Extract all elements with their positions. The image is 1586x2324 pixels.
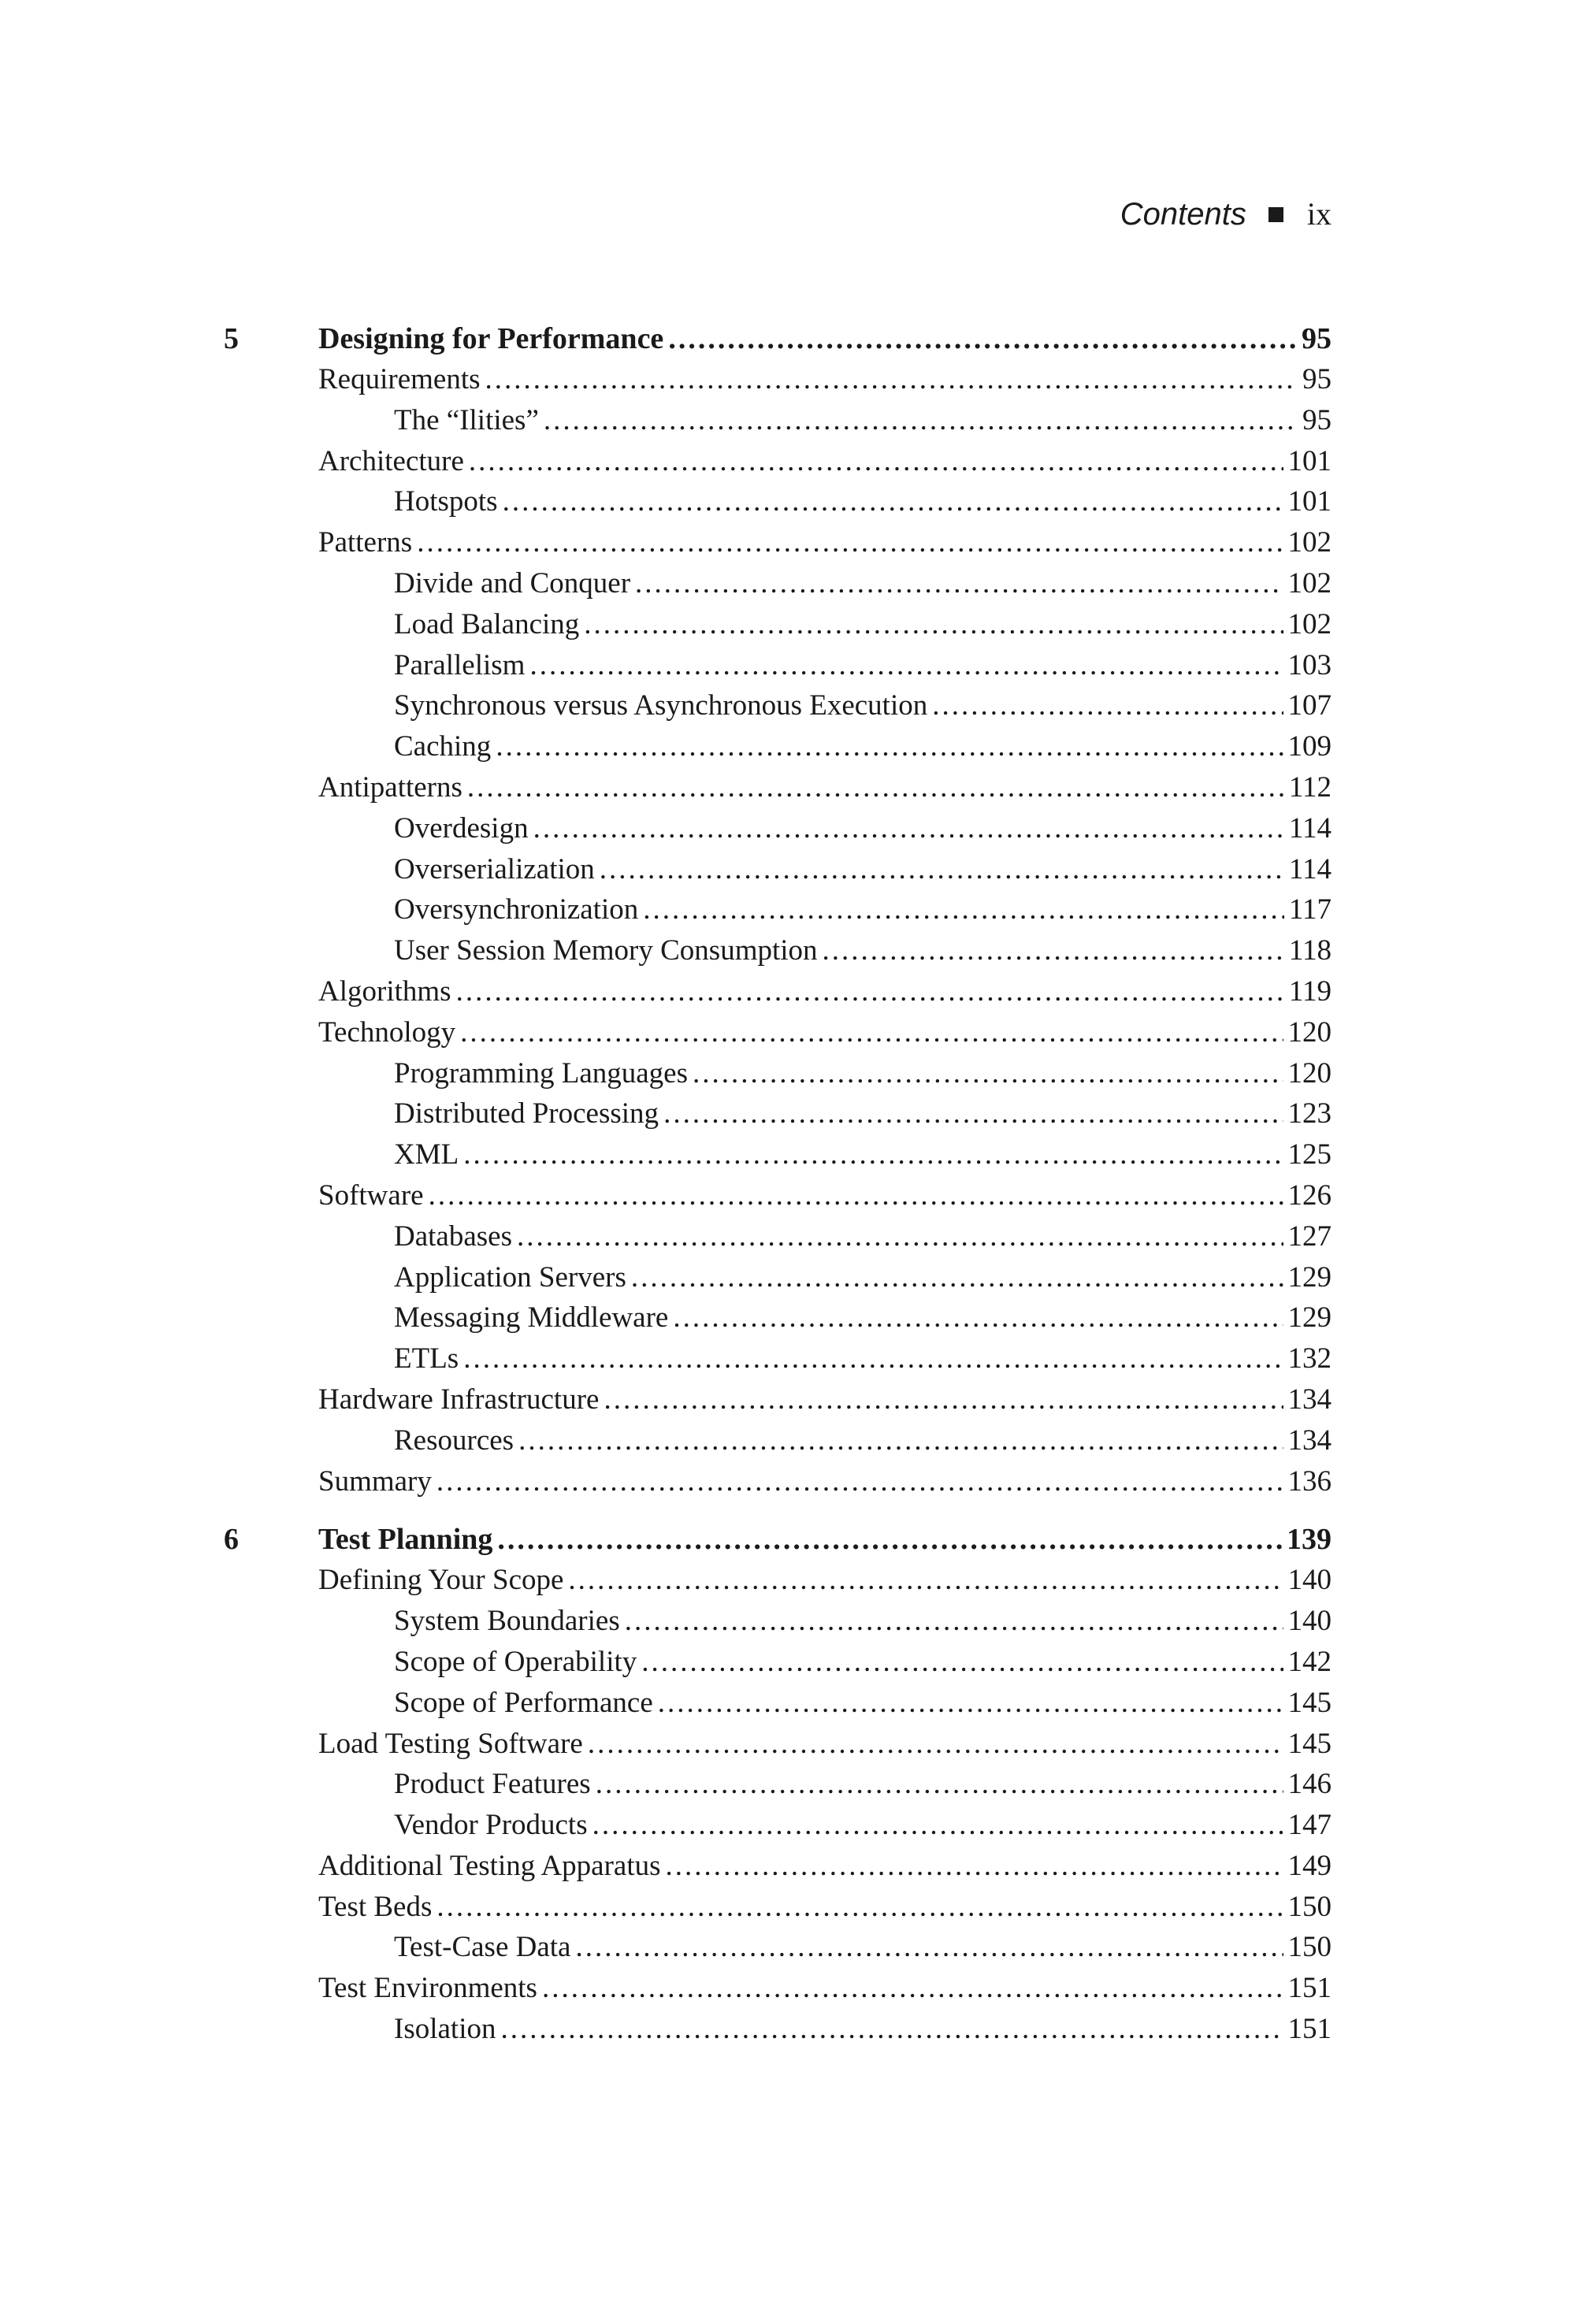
entry-label: Overserialization [394, 852, 595, 885]
entry-page-number: 95 [1302, 363, 1332, 395]
entry-label: Resources [394, 1424, 514, 1457]
toc-subsection-entry[interactable] [394, 1764, 1332, 1805]
toc-section-entry[interactable] [318, 971, 1332, 1012]
toc-subsection-entry[interactable] [394, 645, 1332, 686]
entry-label: Application Servers [394, 1260, 626, 1294]
toc-section-entry[interactable] [318, 1175, 1332, 1216]
dot-leader [663, 1093, 1283, 1134]
dot-leader [517, 1216, 1283, 1257]
dot-leader [485, 359, 1298, 400]
chapter-title: Designing for Performance [318, 322, 664, 355]
entry-page-number: 129 [1287, 1301, 1332, 1335]
running-header-page-number: ix [1306, 196, 1332, 232]
entry-page-number: 109 [1287, 730, 1332, 763]
entry-label: Architecture [318, 444, 464, 477]
entry-page-number: 107 [1287, 689, 1332, 722]
dot-leader [625, 1601, 1283, 1642]
entry-label: Parallelism [394, 648, 526, 681]
entry-label: Patterns [318, 526, 413, 559]
entry-label: Test-Case Data [394, 1931, 571, 1964]
dot-leader [658, 1683, 1283, 1724]
entry-label: Databases [394, 1220, 512, 1253]
entry-page-number: 151 [1287, 1972, 1332, 2005]
toc-subsection-entry[interactable] [394, 1805, 1332, 1846]
toc-subsection-entry[interactable] [394, 1683, 1332, 1724]
entry-label: Load Testing Software [318, 1727, 583, 1760]
entry-label: Oversynchronization [394, 893, 639, 926]
entry-label: Additional Testing Apparatus [318, 1849, 661, 1882]
entry-page-number: 145 [1287, 1727, 1332, 1760]
entry-label: Test Beds [318, 1890, 433, 1923]
entry-label: The “Ilities” [394, 403, 539, 436]
entry-label: Software [318, 1179, 424, 1212]
entry-page-number: 145 [1287, 1686, 1332, 1719]
toc-subsection-entry[interactable] [394, 889, 1332, 930]
entry-page-number: 150 [1287, 1931, 1332, 1964]
toc-subsection-entry[interactable] [394, 1338, 1332, 1379]
dot-leader [575, 1927, 1283, 1968]
entry-page-number: 101 [1287, 444, 1332, 477]
dot-leader [542, 1968, 1283, 2009]
dot-leader [460, 1012, 1283, 1053]
dot-leader [604, 1379, 1283, 1420]
entry-label: Synchronous versus Asynchronous Execution [394, 689, 928, 722]
dot-leader [568, 1560, 1283, 1601]
toc-section-entry[interactable] [318, 1724, 1332, 1765]
toc-subsection-entry[interactable] [394, 1927, 1332, 1968]
entry-page-number: 120 [1287, 1056, 1332, 1090]
toc-section-entry[interactable] [318, 1379, 1332, 1420]
square-bullet-icon [1268, 207, 1283, 222]
toc-subsection-entry[interactable] [394, 1420, 1332, 1461]
entry-page-number: 149 [1287, 1849, 1332, 1882]
dot-leader [500, 2009, 1283, 2050]
entry-page-number: 140 [1287, 1605, 1332, 1638]
toc-subsection-entry[interactable] [394, 1601, 1332, 1642]
entry-page-number: 146 [1287, 1768, 1332, 1801]
dot-leader [641, 1642, 1283, 1683]
entry-label: Distributed Processing [394, 1097, 659, 1130]
dot-leader [417, 522, 1283, 563]
toc-subsection-entry[interactable] [394, 1216, 1332, 1257]
dot-leader [635, 563, 1283, 604]
dot-leader [631, 1257, 1283, 1298]
entry-page-number: 123 [1287, 1097, 1332, 1130]
entry-page-number: 140 [1287, 1564, 1332, 1597]
toc-chapter [224, 1519, 1332, 2050]
toc-subsection-entry[interactable] [394, 808, 1332, 849]
toc-section-entry[interactable] [318, 441, 1332, 482]
dot-leader [463, 1134, 1283, 1175]
chapter-page-number: 139 [1287, 1523, 1332, 1557]
dot-leader [584, 604, 1283, 645]
dot-leader [693, 1053, 1283, 1094]
dot-leader [503, 481, 1283, 522]
dot-leader [429, 1175, 1283, 1216]
dot-leader [600, 849, 1284, 890]
entry-page-number: 102 [1287, 607, 1332, 640]
entry-page-number: 132 [1287, 1342, 1332, 1375]
dot-leader [436, 1461, 1283, 1502]
toc-subsection-entry[interactable] [394, 685, 1332, 726]
entry-page-number: 120 [1287, 1015, 1332, 1049]
toc-subsection-entry[interactable] [394, 1642, 1332, 1683]
entry-label: Antipatterns [318, 770, 462, 804]
entry-page-number: 127 [1287, 1220, 1332, 1253]
entry-label: Overdesign [394, 811, 529, 845]
dot-leader [518, 1420, 1283, 1461]
entry-page-number: 117 [1288, 893, 1332, 926]
toc-section-entry[interactable] [318, 1846, 1332, 1887]
entry-page-number: 134 [1287, 1424, 1332, 1457]
dot-leader [596, 1764, 1283, 1805]
entry-page-number: 102 [1287, 526, 1332, 559]
toc-section-entry[interactable] [318, 359, 1332, 400]
entry-label: Requirements [318, 363, 481, 395]
dot-leader [533, 808, 1284, 849]
entry-label: Messaging Middleware [394, 1301, 669, 1335]
entry-label: Isolation [394, 2013, 496, 2046]
entry-page-number: 114 [1288, 852, 1332, 885]
entry-label: Hardware Infrastructure [318, 1383, 600, 1416]
entry-page-number: 142 [1287, 1645, 1332, 1678]
dot-leader [668, 318, 1297, 359]
toc-section-entry[interactable] [318, 1012, 1332, 1053]
chapter-number: 5 [224, 322, 239, 355]
entry-label: Algorithms [318, 975, 451, 1008]
entry-page-number: 119 [1288, 975, 1332, 1008]
entry-page-number: 136 [1287, 1465, 1332, 1498]
dot-leader [529, 645, 1283, 686]
entry-label: Vendor Products [394, 1809, 588, 1842]
entry-page-number: 95 [1302, 403, 1332, 436]
toc-subsection-entry[interactable] [394, 563, 1332, 604]
dot-leader [643, 889, 1284, 930]
entry-label: Programming Languages [394, 1056, 688, 1090]
dot-leader [544, 400, 1298, 441]
entry-label: Defining Your Scope [318, 1564, 564, 1597]
dot-leader [666, 1846, 1283, 1887]
entry-page-number: 103 [1287, 648, 1332, 681]
chapter-title: Test Planning [318, 1523, 493, 1557]
toc-subsection-entry[interactable] [394, 1053, 1332, 1094]
toc-section-entry[interactable] [318, 1968, 1332, 2009]
entry-label: Scope of Operability [394, 1645, 637, 1678]
dot-leader [463, 1338, 1283, 1379]
dot-leader [932, 685, 1283, 726]
toc-subsection-entry[interactable] [394, 1257, 1332, 1298]
entry-label: System Boundaries [394, 1605, 620, 1638]
entry-page-number: 126 [1287, 1179, 1332, 1212]
entry-page-number: 112 [1288, 770, 1332, 804]
dot-leader [469, 441, 1283, 482]
running-header [945, 195, 1332, 232]
entry-label: Load Balancing [394, 607, 580, 640]
entry-label: XML [394, 1138, 459, 1171]
entry-label: Technology [318, 1015, 456, 1049]
toc-subsection-entry[interactable] [394, 1298, 1332, 1338]
toc-subsection-entry[interactable] [394, 726, 1332, 767]
toc-subsection-entry[interactable] [394, 1093, 1332, 1134]
entry-label: User Session Memory Consumption [394, 934, 818, 967]
toc-subsection-entry[interactable] [394, 1134, 1332, 1175]
dot-leader [588, 1724, 1283, 1765]
dot-leader [456, 971, 1284, 1012]
chapter-page-number: 95 [1302, 322, 1332, 355]
toc-section-entry[interactable] [318, 1560, 1332, 1601]
entry-label: Caching [394, 730, 492, 763]
toc-section-entry[interactable] [318, 1461, 1332, 1502]
entry-page-number: 102 [1287, 566, 1332, 600]
entry-page-number: 114 [1288, 811, 1332, 845]
entry-page-number: 147 [1287, 1809, 1332, 1842]
table-of-contents [224, 318, 1332, 2067]
entry-label: Hotspots [394, 485, 498, 518]
entry-page-number: 150 [1287, 1890, 1332, 1923]
chapter-number: 6 [224, 1523, 239, 1557]
entry-page-number: 101 [1287, 485, 1332, 518]
toc-subsection-entry[interactable] [394, 400, 1332, 441]
running-header-title: Contents [1120, 197, 1246, 232]
dot-leader [497, 1519, 1282, 1560]
dot-leader [592, 1805, 1283, 1846]
entry-page-number: 151 [1287, 2013, 1332, 2046]
entry-label: Summary [318, 1465, 432, 1498]
entry-label: ETLs [394, 1342, 459, 1375]
dot-leader [496, 726, 1283, 767]
entry-label: Test Environments [318, 1972, 537, 2005]
toc-subsection-entry[interactable] [394, 481, 1332, 522]
dot-leader [823, 930, 1284, 971]
chapter-title-entry[interactable] [318, 318, 1332, 359]
entry-page-number: 125 [1287, 1138, 1332, 1171]
toc-subsection-entry[interactable] [394, 2009, 1332, 2050]
entry-label: Divide and Conquer [394, 566, 631, 600]
dot-leader [436, 1887, 1283, 1928]
toc-subsection-entry[interactable] [394, 930, 1332, 971]
toc-subsection-entry[interactable] [394, 849, 1332, 890]
toc-chapter [224, 318, 1332, 1502]
entry-label: Scope of Performance [394, 1686, 653, 1719]
toc-section-entry[interactable] [318, 1887, 1332, 1928]
toc-subsection-entry[interactable] [394, 604, 1332, 645]
chapter-title-entry[interactable] [318, 1519, 1332, 1560]
entry-page-number: 134 [1287, 1383, 1332, 1416]
dot-leader [467, 767, 1284, 808]
entry-page-number: 129 [1287, 1260, 1332, 1294]
toc-section-entry[interactable] [318, 522, 1332, 563]
entry-page-number: 118 [1288, 934, 1332, 967]
entry-label: Product Features [394, 1768, 591, 1801]
toc-section-entry[interactable] [318, 767, 1332, 808]
dot-leader [673, 1298, 1283, 1338]
